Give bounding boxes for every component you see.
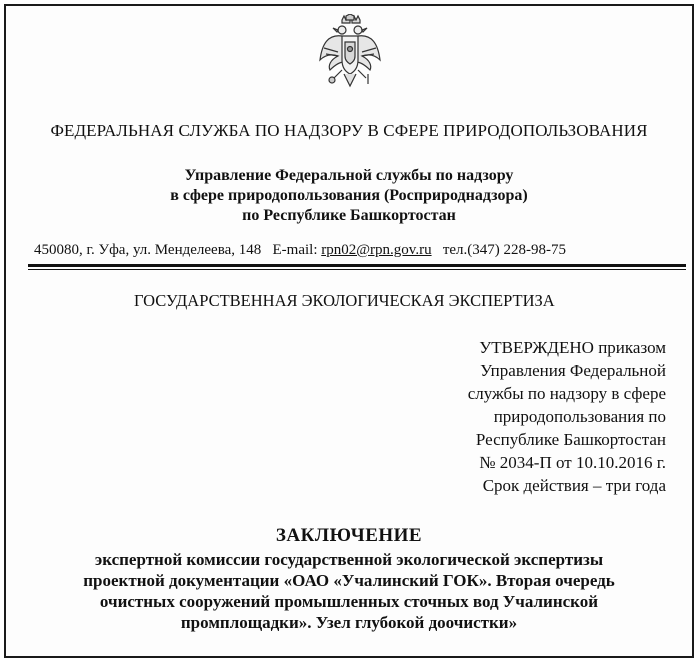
conclusion-subtitle [6,549,692,633]
approval-line: Управления Федеральной [480,361,666,380]
email-link[interactable]: rpn02@rpn.gov.ru [321,242,432,258]
approval-line: № 2034-П от 10.10.2016 г. [479,453,666,472]
department-line: Управление Федеральной службы по надзору [184,167,514,184]
conclusion-title: ЗАКЛЮЧЕНИЕ [275,525,423,546]
agency-name: ФЕДЕРАЛЬНАЯ СЛУЖБА ПО НАДЗОРУ В СФЕРЕ ПРИРОДОПОЛЬЗОВАНИЯ [50,121,648,140]
conclusion-line: очистных сооружений промышленных сточных вод Учалинской [99,592,599,611]
approval-line: Республике Башкортостан [475,430,666,449]
conclusion-line: экспертной комиссии государственной экологической экспертизы [94,550,604,569]
address-line [34,242,566,259]
approval-block [406,336,666,497]
header-divider-thin [28,269,686,270]
department-line: в сфере природопользования (Росприроднадзора) [170,187,528,204]
department-line: по Республике Башкортостан [242,207,456,224]
conclusion-line: промплощадки». Узел глубокой доочистки» [180,613,518,632]
email-label: E-mail: [272,242,318,258]
double-headed-eagle-icon [318,14,382,94]
approval-line: УТВЕРЖДЕНО приказом [479,338,666,357]
department-name [6,166,692,226]
approval-line: Срок действия – три года [482,476,666,495]
header-divider-thick [28,264,686,267]
approval-line: природопользования по [493,407,666,426]
street-address: 450080, г. Уфа, ул. Менделеева, 148 [34,242,262,258]
approval-line: службы по надзору в сфере [467,384,666,403]
section-title: ГОСУДАРСТВЕННАЯ ЭКОЛОГИЧЕСКАЯ ЭКСПЕРТИЗА [134,291,555,310]
document-page [4,4,694,658]
conclusion-line: проектной документации «ОАО «Учалинский ГОК». Вторая очередь [83,571,615,590]
phone-number: тел.(347) 228-98-75 [442,242,567,258]
